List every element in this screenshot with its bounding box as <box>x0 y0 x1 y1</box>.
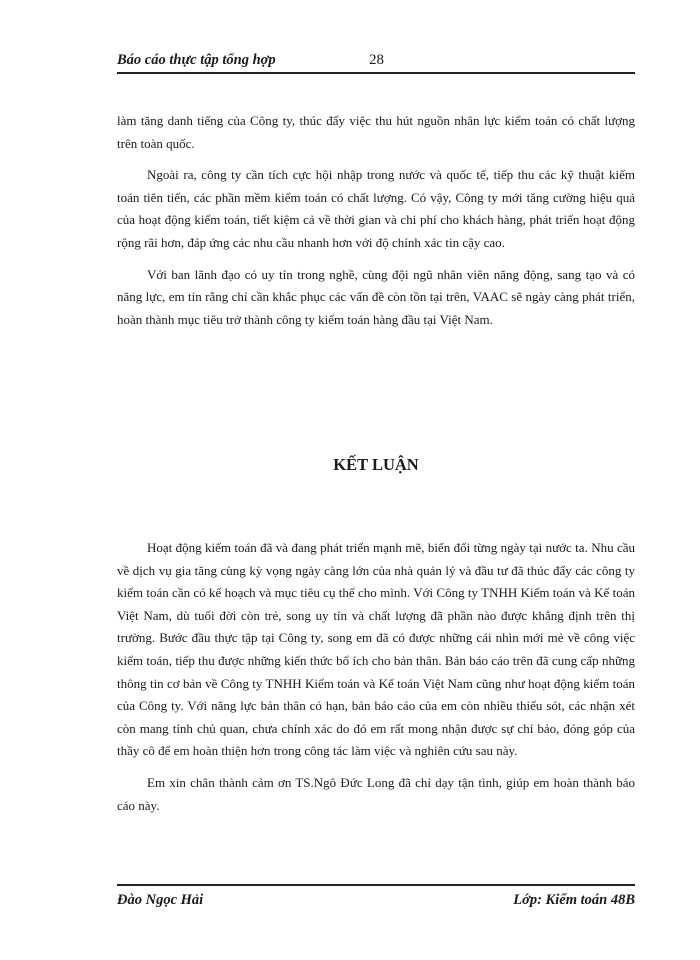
report-title: Báo cáo thực tập tổng hợp <box>117 52 276 68</box>
conclusion-text-block <box>117 537 635 826</box>
paragraph: Ngoài ra, công ty cần tích cực hội nhập trong nước và quốc tế, tiếp thu các kỹ thuật kiểm toán tiên tiến, các phần mềm kiểm toán có chất lượng. Có vậy, Công ty mới tăng cường hiệu quả của hoạt động kiểm toán, tiết kiệm cả về thời gian và chi phí cho khách hàng, phát triển hoạt động rộng rãi hơn, đáp ứng các nhu cầu nhanh hơn với độ chính xác tin cậy cao. <box>117 167 635 250</box>
page-header <box>117 50 635 74</box>
paragraph: Hoạt động kiểm toán đã và đang phát triển mạnh mẽ, biến đổi từng ngày tại nước ta. Nhu cầu về dịch vụ gia tăng cùng kỳ vọng ngày càng lớn của nhà quản lý và đầu tư đã thúc đẩy các công ty kiểm toán cần có kế hoạch và mục tiêu cụ thể cho mình. Với Công ty TNHH Kiểm toán và Kế toán Việt Nam, dù tuổi đời còn trẻ, song uy tín và chất lượng đã phần nào được khẳng định trên thị trường. Bước đầu thực tập tại Công ty, song em đã có được những cái nhìn mới mẻ về công việc kiểm toán, tiếp thu được những kiến thức bổ ích cho bản thân. Bản báo cáo trên đã cung cấp những thông tin cơ bản về Công ty TNHH Kiểm toán và Kế toán Việt Nam cũng như hoạt động kiểm toán của Công ty. Với năng lực bản thân có hạn, bản báo cáo của em còn nhiều thiếu sót, các nhận xét còn mang tính chủ quan, chưa chính xác do đó em rất mong nhận được sự chỉ bảo, đóng góp của thầy cô để em hoàn thiện hơn trong công tác làm việc và nghiên cứu sau này. <box>117 540 635 759</box>
author-name: Đào Ngọc Hải <box>117 892 204 908</box>
paragraph: Em xin chân thành cảm ơn TS.Ngô Đức Long đã chỉ dạy tận tình, giúp em hoàn thành báo cáo này. <box>117 774 635 813</box>
class-label: Lớp: Kiểm toán 48B <box>513 892 635 908</box>
conclusion-heading: KẾT LUẬN <box>333 455 419 474</box>
paragraph: làm tăng danh tiếng của Công ty, thúc đẩy việc thu hút nguồn nhân lực kiểm toán có chất lượng trên toàn quốc. <box>117 113 635 151</box>
page-footer <box>117 884 635 916</box>
paragraph: Với ban lãnh đạo có uy tín trong nghề, cùng đội ngũ nhân viên năng động, sang tạo và có năng lực, em tin rằng chỉ cần khắc phục các vấn đề còn tồn tại trên, VAAC sẽ ngày càng phát triển, hoàn thành mục tiêu trở thành công ty kiểm toán hàng đầu tại Việt Nam. <box>117 266 635 327</box>
top-text-block <box>117 110 635 340</box>
page-number: 28 <box>369 52 384 68</box>
